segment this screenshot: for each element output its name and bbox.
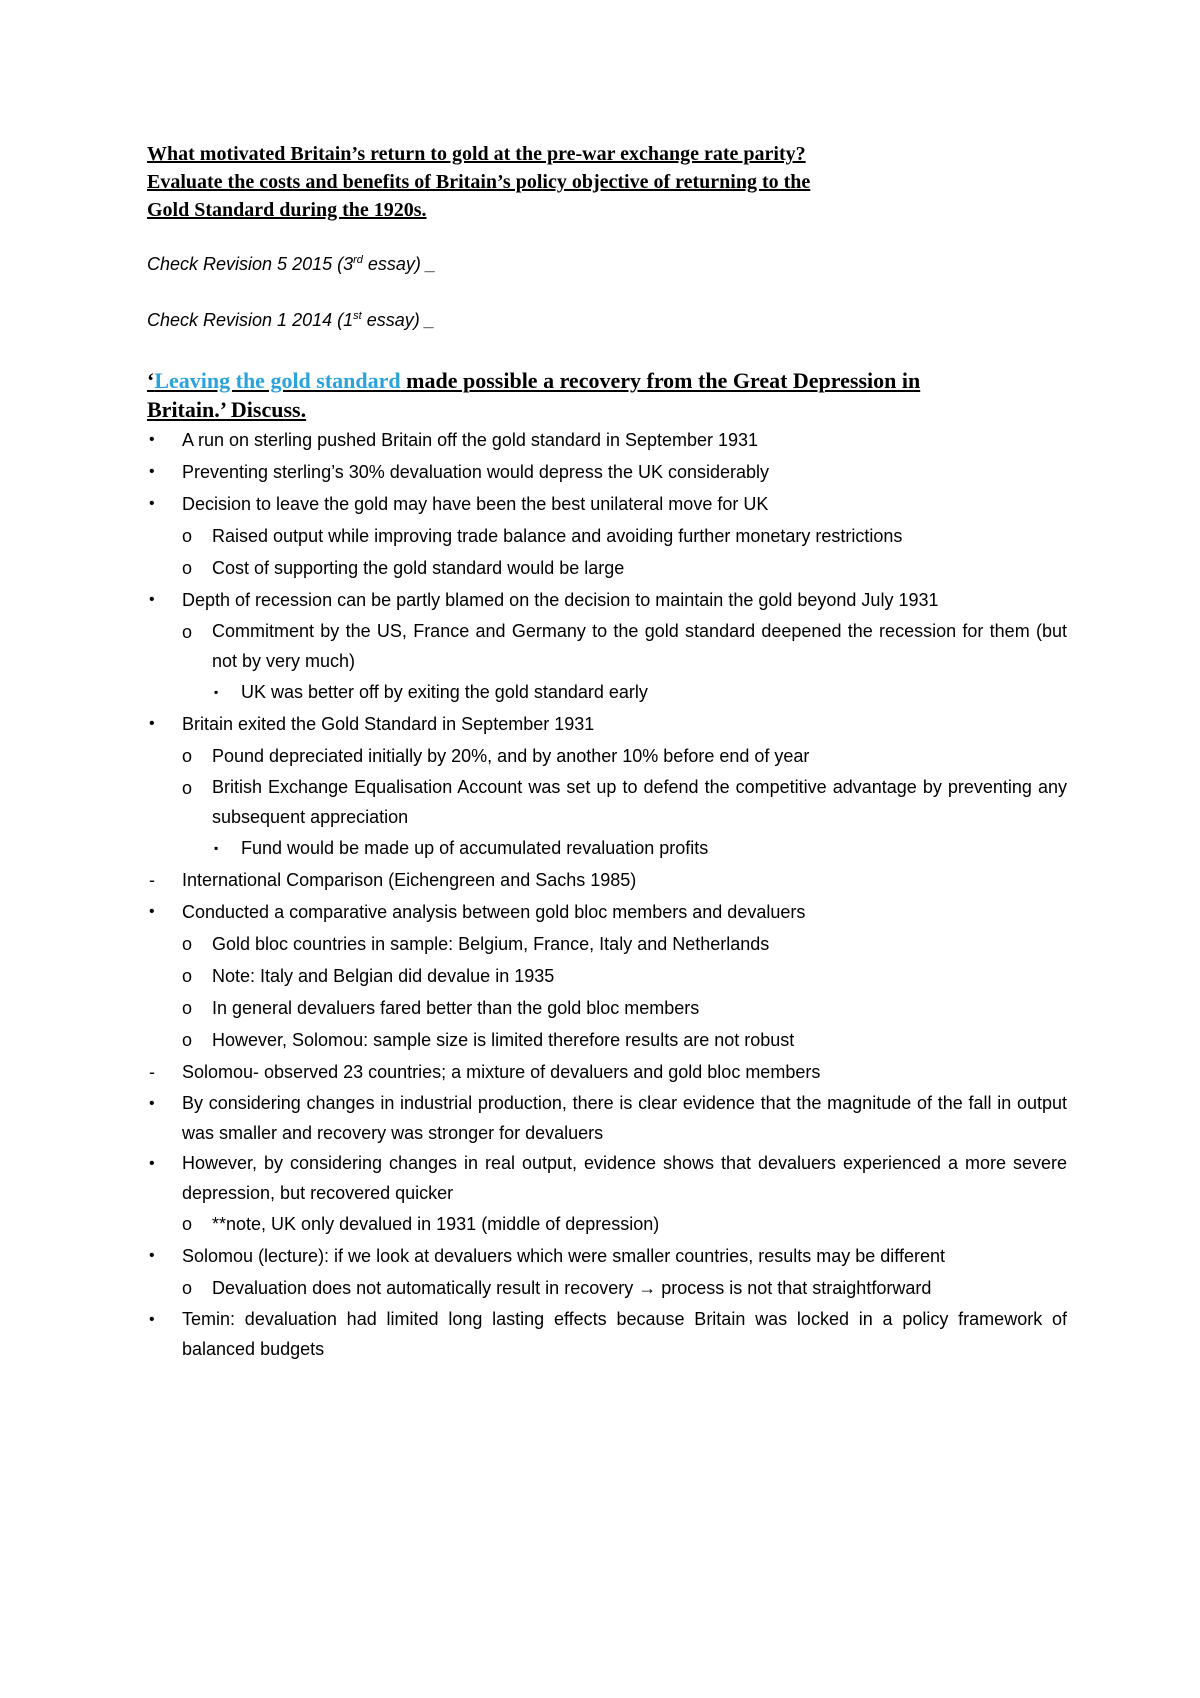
comparison-list <box>147 864 1067 1056</box>
list-item <box>147 488 1067 520</box>
bullet-icon: • <box>149 1155 155 1172</box>
list-item <box>147 992 1067 1024</box>
list-item <box>147 740 1067 772</box>
list-item <box>147 456 1067 488</box>
check-superscript: rd <box>353 254 363 266</box>
check-superscript: st <box>353 310 362 322</box>
check-text: essay) _ <box>361 310 435 330</box>
question-heading-line: What motivated Britain’s return to gold at the pre-war exchange rate parity? <box>147 143 806 165</box>
list-item-text: International Comparison (Eichengreen and Sachs 1985) <box>182 870 637 890</box>
check-text: Check Revision 1 2014 (1 <box>147 310 354 330</box>
check-revision-1 <box>147 252 1067 276</box>
circle-bullet-icon: o <box>182 934 193 954</box>
check-text: essay) _ <box>362 254 436 274</box>
list-item <box>147 1240 1067 1272</box>
list-item <box>147 1208 1067 1240</box>
list-item <box>147 928 1067 960</box>
essay-heading-quote: ‘ <box>147 368 155 393</box>
list-item <box>147 1024 1067 1056</box>
question-heading-line: Evaluate the costs and benefits of Britain’s policy objective of returning to the <box>147 171 811 193</box>
list-item <box>147 552 1067 584</box>
list-item <box>147 1272 1067 1304</box>
question-heading-line: Gold Standard during the 1920s. <box>147 199 427 221</box>
list-item-text: Depth of recession can be partly blamed on the decision to maintain the gold beyond July 1931 <box>182 590 939 610</box>
circle-bullet-icon: o <box>182 558 193 578</box>
bullet-icon: • <box>149 1095 155 1112</box>
list-item-text: Decision to leave the gold may have been the best unilateral move for UK <box>182 494 769 514</box>
list-item-text: However, Solomou: sample size is limited therefore results are not robust <box>212 1030 795 1050</box>
list-item <box>147 520 1067 552</box>
check-revision-2 <box>147 308 1067 332</box>
list-item-text: Commitment by the US, France and Germany to the gold standard deepened the recession for them (but not by very much) <box>212 621 1067 671</box>
bullet-icon: • <box>149 1311 155 1328</box>
list-item <box>147 1148 1067 1208</box>
list-item <box>147 832 1067 864</box>
circle-bullet-icon: o <box>182 998 193 1018</box>
check-text: Check Revision 5 2015 (3 <box>147 254 354 274</box>
list-item-text: However, by considering changes in real output, evidence shows that devaluers experienced a more severe depression, but recovered quicker <box>182 1153 1067 1203</box>
circle-bullet-icon: o <box>182 1214 193 1234</box>
circle-bullet-icon: o <box>182 1030 193 1050</box>
essay-heading <box>147 366 1067 424</box>
list-item <box>147 616 1067 676</box>
circle-bullet-icon: o <box>182 526 193 546</box>
list-item-text: Note: Italy and Belgian did devalue in 1935 <box>212 966 555 986</box>
bullet-icon: • <box>149 591 155 608</box>
list-item <box>147 772 1067 832</box>
list-item <box>147 1056 1067 1088</box>
list-item <box>147 676 1067 708</box>
bullet-icon: • <box>149 431 155 448</box>
list-item-text: By considering changes in industrial production, there is clear evidence that the magnitude of the fall in output was smaller and recovery was stronger for devaluers <box>182 1093 1067 1143</box>
list-item-text: Solomou- observed 23 countries; a mixture of devaluers and gold bloc members <box>182 1062 821 1082</box>
list-item <box>147 896 1067 928</box>
list-item-text: Temin: devaluation had limited long lasting effects because Britain was locked in a policy framework of balanced budgets <box>182 1309 1067 1359</box>
bullet-icon: • <box>149 715 155 732</box>
list-item <box>147 864 1067 896</box>
square-bullet-icon: ▪ <box>214 841 219 855</box>
list-item-text: **note, UK only devalued in 1931 (middle of depression) <box>212 1214 660 1234</box>
list-item-text: Devaluation does not automatically result in recovery → process is not that straightforward <box>212 1278 932 1298</box>
list-item-text: Solomou (lecture): if we look at devaluers which were smaller countries, results may be different <box>182 1246 945 1266</box>
bullet-icon: • <box>149 1247 155 1264</box>
list-item <box>147 1088 1067 1148</box>
list-item-text: UK was better off by exiting the gold standard early <box>241 682 648 702</box>
square-bullet-icon: ▪ <box>214 685 219 699</box>
question-heading <box>147 140 1067 224</box>
circle-bullet-icon: o <box>182 966 193 986</box>
circle-bullet-icon: o <box>182 778 193 798</box>
list-item <box>147 424 1067 456</box>
circle-bullet-icon: o <box>182 622 193 642</box>
list-item-text: Gold bloc countries in sample: Belgium, France, Italy and Netherlands <box>212 934 770 954</box>
list-item-text: Britain exited the Gold Standard in September 1931 <box>182 714 595 734</box>
bullet-icon: • <box>149 903 155 920</box>
circle-bullet-icon: o <box>182 1278 193 1298</box>
document-content <box>147 140 1067 1364</box>
list-item-text: Preventing sterling’s 30% devaluation would depress the UK considerably <box>182 462 770 482</box>
essay-heading-text: Britain.’ Discuss. <box>147 397 307 422</box>
list-item-text: Cost of supporting the gold standard would be large <box>212 558 625 578</box>
list-item <box>147 1304 1067 1364</box>
recovery-points-list <box>147 424 1067 864</box>
temin-list <box>147 1304 1067 1364</box>
list-item-text: Pound depreciated initially by 20%, and by another 10% before end of year <box>212 746 810 766</box>
list-item <box>147 584 1067 616</box>
bullet-icon: • <box>149 463 155 480</box>
list-item <box>147 708 1067 740</box>
list-item-text: In general devaluers fared better than the gold bloc members <box>212 998 700 1018</box>
list-item-text: Conducted a comparative analysis between gold bloc members and devaluers <box>182 902 806 922</box>
bullet-icon: • <box>149 495 155 512</box>
list-item <box>147 960 1067 992</box>
dash-icon: - <box>149 1062 155 1082</box>
list-item-text: Raised output while improving trade balance and avoiding further monetary restrictions <box>212 526 903 546</box>
circle-bullet-icon: o <box>182 746 193 766</box>
essay-heading-text: made possible a recovery from the Great Depression in <box>400 368 921 393</box>
solomou-list <box>147 1056 1067 1304</box>
list-item-text: A run on sterling pushed Britain off the gold standard in September 1931 <box>182 430 759 450</box>
gold-standard-link[interactable]: Leaving the gold standard <box>154 368 401 393</box>
list-item-text: British Exchange Equalisation Account was set up to defend the competitive advantage by preventing any subsequent appreciation <box>212 777 1067 827</box>
list-item-text: Fund would be made up of accumulated revaluation profits <box>241 838 709 858</box>
dash-icon: - <box>149 870 155 890</box>
